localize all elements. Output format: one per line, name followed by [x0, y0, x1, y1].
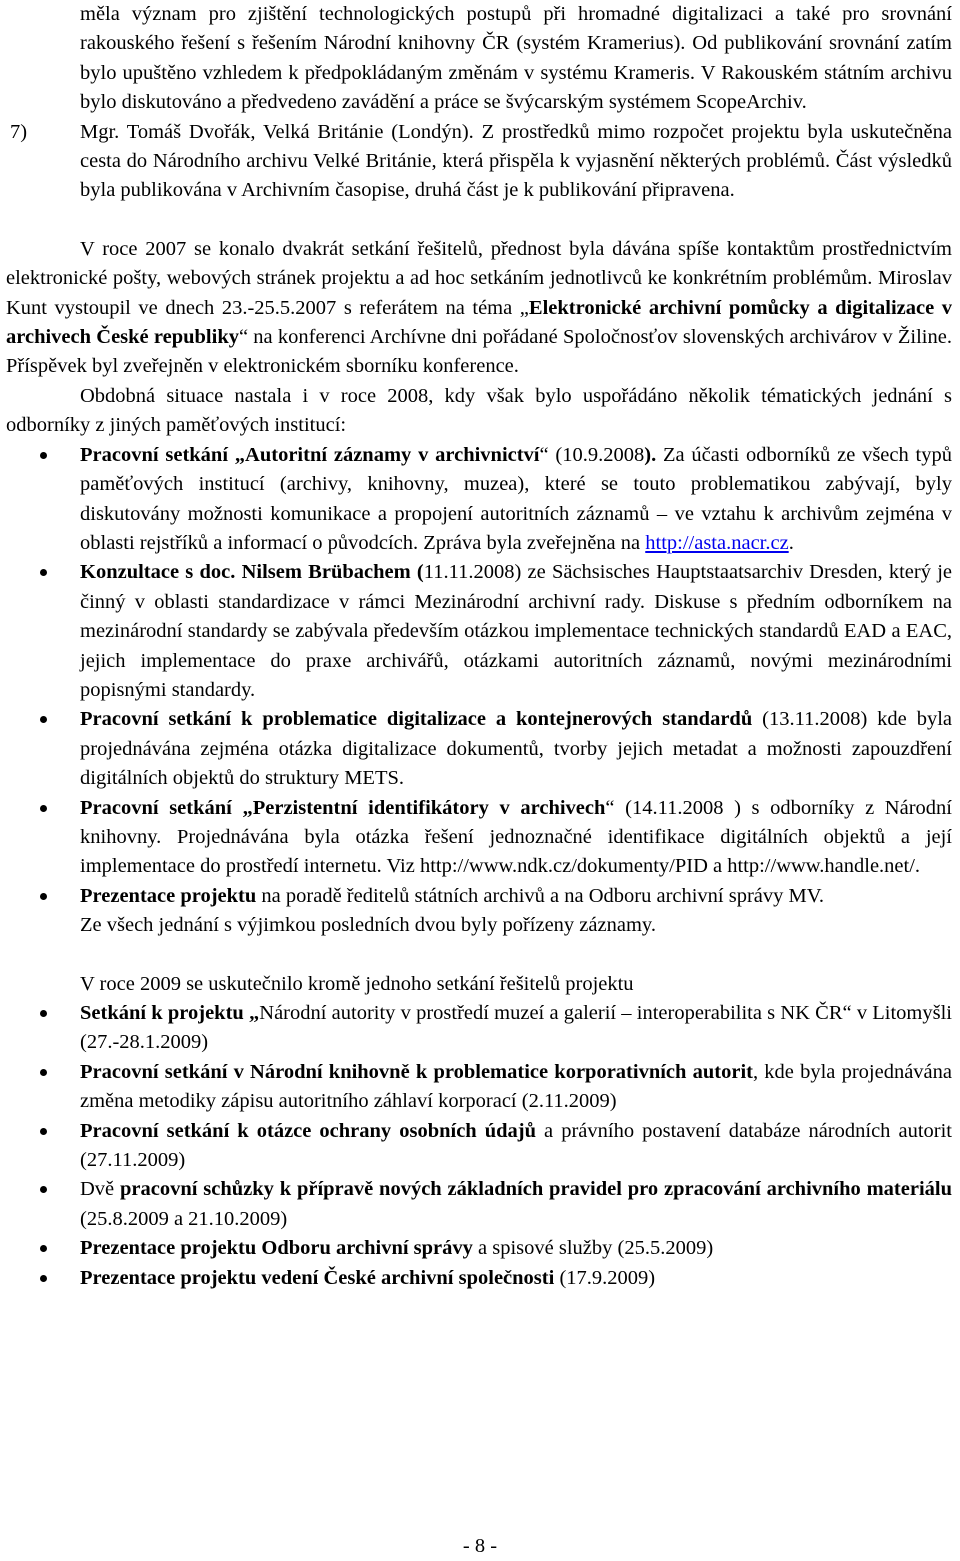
- list-item: [6, 558, 952, 705]
- paragraph-2009: V roce 2009 se uskutečnilo kromě jednoho setkání řešitelů projektu: [80, 972, 634, 995]
- bullet-icon: [40, 893, 47, 900]
- list-item-text: 11.11.2008) ze Sächsisches Hauptstaatsarchiv Dresden, který je činný v oblasti standardizace v rámci Mezinárodní archivní rady. Diskuse s předním odborníkem na mezinárodní standardy se zabývala především otázkou implementace technických standardů EAD a EAC, jejich implementace do praxe archivářů, otázkami autoritních záznamů, novými mezinárodními popisnými standardy.: [80, 561, 952, 701]
- bullet-icon: [40, 1128, 47, 1135]
- bullet-icon: [40, 452, 47, 459]
- list-item-bold: pracovní schůzky k přípravě nových základních pravidel pro zpracování archivního materiálu: [119, 1178, 952, 1201]
- bullet-icon: [40, 569, 47, 576]
- list-item: [6, 1058, 952, 1117]
- top-paragraph-text: měla význam pro zjištění technologických postupů při hromadné digitalizaci a také pro srovnání rakouského řešení s řešením Národní knihovny ČR (systém Kramerius). Od publikování srovnání zatím bylo upuštěno vzhledem k předpokládaným změnám v systému Krameris. V Rakouském státním archivu bylo diskutováno a předvedeno zavádění a práce se švýcarským systémem ScopeArchiv.: [80, 3, 952, 114]
- top-paragraph: [6, 0, 952, 118]
- list-2009: [6, 999, 952, 1293]
- bullet-icon: [40, 1186, 47, 1193]
- bullet-icon: [40, 716, 47, 723]
- list-item: [6, 1175, 952, 1234]
- list-item: [6, 882, 952, 911]
- list-item-bold: Pracovní setkání k otázce ochrany osobních údajů: [80, 1119, 537, 1142]
- bullet-icon: [40, 1069, 47, 1076]
- list-item-bold: Setkání k projektu „: [80, 1002, 260, 1024]
- item-number: 7): [10, 120, 28, 143]
- list-item-text: a spisové služby (25.5.2009): [472, 1237, 714, 1260]
- list-item: [6, 1234, 952, 1263]
- list-item-text: “ (10.9.2008: [539, 443, 645, 466]
- list-item-bold: Pracovní setkání v Národní knihovně k problematice korporativních autorit: [80, 1060, 753, 1083]
- list-item: [6, 705, 952, 793]
- numbered-item-7: [6, 118, 952, 206]
- bullet-icon: [40, 1275, 47, 1282]
- bullet-icon: [40, 1010, 47, 1017]
- document-page: [6, 0, 952, 1293]
- list-item: [6, 1264, 952, 1293]
- after-list-2008: Ze všech jednání s výjimkou posledních dvou byly pořízeny záznamy.: [80, 914, 656, 937]
- bullet-icon: [40, 805, 47, 812]
- list-item-text: (25.8.2009 a 21.10.2009): [80, 1207, 288, 1230]
- list-item-text: Dvě: [80, 1178, 120, 1201]
- list-item-bold: Prezentace projektu vedení České archivní společnosti: [80, 1266, 555, 1289]
- list-item: [6, 794, 952, 882]
- list-item-text: a právního postavení databáze národních autorit (27.11.2009): [80, 1119, 952, 1172]
- item-7-text: Z prostředků mimo rozpočet projektu byla uskutečněna cesta do Národního archivu Velké Británie, která přispěla k vyjasnění některých problémů. Část výsledků byla publikována v Archivním časopise, druhá část je k publikování připravena.: [80, 120, 952, 202]
- list-item-bold: Prezentace projektu Odboru archivní správy: [80, 1237, 473, 1260]
- list-item-bold: ).: [644, 443, 657, 466]
- item-7-bold: Mgr. Tomáš Dvořák, Velká Británie (Londýn).: [80, 120, 474, 143]
- list-item-bold: Pracovní setkání k problematice digitalizace a kontejnerových standardů: [80, 708, 753, 731]
- list-item-text: (17.9.2009): [554, 1266, 656, 1289]
- paragraph-2007: [6, 235, 952, 382]
- list-2008: [6, 441, 952, 912]
- asta-link[interactable]: http://asta.nacr.cz: [645, 531, 789, 554]
- list-item-text: “ (14.11.2008 ) s odborníky z Národní knihovny. Projednávána byla otázka řešení jednoznačné identifikace digitálních objektů a její implementace do prostředí internetu. Viz http://www.ndk.cz/dokumenty/PID a http://www.handle.net/.: [80, 796, 952, 878]
- list-item-text: (13.11.2008) kde byla projednávána zejména otázka digitalizace dokumentů, tvorby jejich metadat a možnosti zapouzdření digitálních objektů do struktury METS.: [80, 708, 952, 790]
- paragraph-2007-text-2: “ na konferenci Archívne dni pořádané Spoločnosťov slovenských archivárov v Žiline. Příspěvek byl zveřejněn v elektronickém sborníku konference.: [6, 326, 952, 378]
- list-item-text: Národní autority v prostředí muzeí a galerií – interoperabilita s NK ČR“ v Litomyšli (27.-28.1.2009): [80, 1002, 952, 1054]
- page-number: - 8 -: [462, 1535, 498, 1557]
- list-item-text: , kde byla projednávána změna metodiky zápisu autoritního záhlaví korporací (2.11.2009): [80, 1060, 952, 1113]
- list-item: [6, 1117, 952, 1176]
- list-item-bold: Pracovní setkání „Perzistentní identifikátory v archivech: [80, 796, 606, 819]
- list-item: [6, 441, 952, 559]
- list-item-text: Za účasti odborníků ze všech typů paměťových institucí (archivy, knihovny, muzea), které se touto problematikou zabývají, byly diskutovány možnosti komunikace a propojení autoritních záznamů – ve vztahu k archivům zejména v oblasti rejstříků a informací o původcích. Zpráva byla zveřejněna na: [80, 443, 952, 554]
- list-item-bold: Pracovní setkání „Autoritní záznamy v archivnictví: [80, 443, 540, 466]
- list-item-bold: Prezentace projektu: [80, 884, 257, 907]
- list-item-text: na poradě ředitelů státních archivů a na Odboru archivní správy MV.: [256, 884, 825, 907]
- list-item: [6, 999, 952, 1058]
- paragraph-2008: Obdobná situace nastala i v roce 2008, kdy však bylo uspořádáno několik tématických jednání s odborníky z jiných paměťových institucí:: [6, 384, 952, 437]
- paragraph-2007-text-1: V roce 2007 se konalo dvakrát setkání řešitelů, přednost byla dávána spíše kontaktům prostřednictvím elektronické pošty, webových stránek projektu a ad hoc setkáním jednotlivců ke konkrétním problémům. Miroslav Kunt vystoupil ve dnech 23.-25.5.2007 s referátem na téma „: [6, 237, 952, 319]
- list-item-text: .: [788, 531, 794, 554]
- bullet-icon: [40, 1245, 47, 1252]
- conference-title: Elektronické archivní pomůcky a digitalizace v archivech České republiky: [6, 296, 953, 349]
- list-item-bold: Konzultace s doc. Nilsem Brübachem (: [80, 561, 424, 584]
